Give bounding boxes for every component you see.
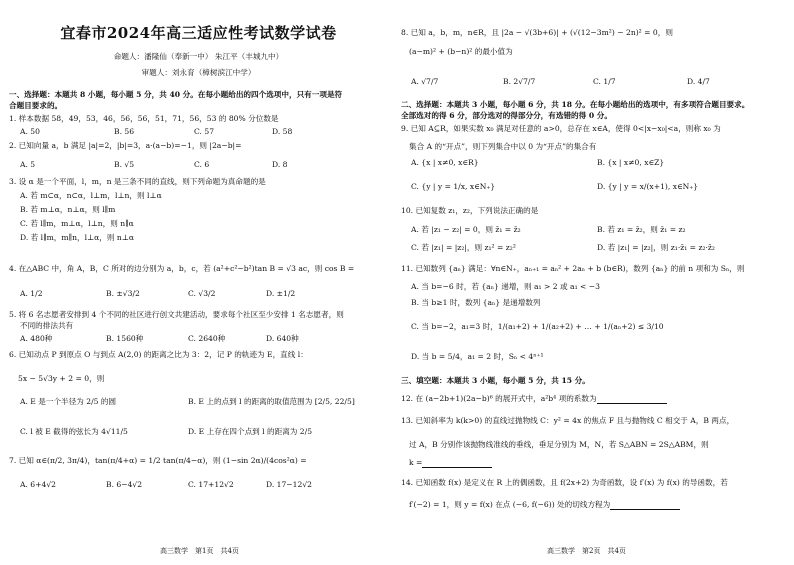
page-2 bbox=[397, 0, 794, 565]
q9-option-c: C. {y | y = 1/x, x∈N₊} bbox=[411, 182, 496, 191]
question-5-cont: 不同的排法共有 bbox=[20, 321, 74, 330]
q10-option-b: B. 若 z₁ = z̄₂，则 z̄₁ = z₂ bbox=[597, 225, 686, 234]
q7-option-a: A. 6+4√2 bbox=[20, 480, 57, 489]
q4-option-a: A. 1/2 bbox=[20, 289, 43, 298]
q9-option-d: D. {y | y = x/(x+1), x∈N₊} bbox=[597, 182, 699, 191]
question-9-cont: 集合 A 的“开点”，则下列集合中以 0 为“开点”的集合有 bbox=[409, 142, 597, 151]
question-12-text: 12. 在 (a−2b+1)(2a−b)⁶ 的展开式中，a²b⁴ 项的系数为 bbox=[401, 394, 597, 403]
question-3: 3. 设 α 是一个平面，l，m，n 是三条不同的直线，则下列命题为真命题的是 bbox=[9, 177, 266, 186]
question-2: 2. 已知向量 a，b 满足 |a|=2，|b|=3，a·(a−b)=−1，则 |2a−b|= bbox=[9, 141, 242, 150]
q7-option-b: B. 6−4√2 bbox=[106, 480, 143, 489]
q3-option-d: D. 若 l∥m，m∥n，l⊥α，则 n⊥α bbox=[20, 233, 135, 242]
q4-option-c: C. √3/2 bbox=[188, 289, 216, 298]
q2-option-d: D. 8 bbox=[272, 160, 288, 169]
page-1-footer: 高三数学 第1页 共4页 bbox=[160, 547, 239, 555]
q2-option-c: C. 6 bbox=[194, 160, 210, 169]
reviewer-line: 审题人：刘永育（樟树滨江中学） bbox=[141, 68, 256, 77]
section-2-heading-cont: 全部选对的得 6 分，部分选对的得部分分，有选错的得 0 分。 bbox=[401, 111, 612, 120]
q8-option-d: D. 4/7 bbox=[687, 77, 710, 86]
q10-option-d: D. 若 |z₁| = |z₂|，则 z₁·z̄₁ = z₂·z̄₂ bbox=[597, 243, 715, 252]
section-1-heading: 一、选择题：本题共 8 小题，每小题 5 分，共 40 分。在每小题给出的四个选项中，只有一项是符 bbox=[9, 90, 343, 99]
q14-answer-blank[interactable] bbox=[610, 501, 680, 510]
q10-option-a: A. 若 |z₁ − z₂| = 0，则 z̄₁ = z̄₂ bbox=[411, 225, 521, 234]
question-14-cont-text: f′(−2) = 1，则 y = f(x) 在点 (−6, f(−6)) 处的切线方程为 bbox=[409, 500, 611, 509]
q3-option-a: A. 若 m⊂α，n⊂α，l⊥m，l⊥n，则 l⊥α bbox=[20, 191, 162, 200]
q11-option-c: C. 当 b=−2，a₁=3 时，1/(a₁+2) + 1/(a₂+2) + … + 1/(aₙ+2) ≤ 3/10 bbox=[411, 322, 664, 331]
q12-answer-blank[interactable] bbox=[597, 395, 667, 404]
q3-option-c: C. 若 l∥m，m⊥α，l⊥n，则 n∥α bbox=[20, 219, 134, 228]
q5-option-d: D. 640种 bbox=[266, 334, 299, 343]
q7-option-d: D. 17−12√2 bbox=[266, 480, 313, 489]
q6-option-b: B. E 上的点到 l 的距离的取值范围为 [2/5, 22/5] bbox=[188, 397, 355, 406]
question-14-cont bbox=[409, 500, 680, 510]
q8-option-c: C. 1/7 bbox=[593, 77, 616, 86]
q13-answer-blank[interactable] bbox=[422, 459, 492, 468]
q11-option-d: D. 当 b = 5/4，a₁ = 2 时，Sₙ < 4ⁿ⁺¹ bbox=[411, 352, 544, 361]
question-7: 7. 已知 α∈(π/2, 3π/4)，tan(π/4+α) = 1/2 tan(π/4−α)，则 (1−sin 2α)/(4cos²α) = bbox=[9, 456, 307, 465]
q3-option-b: B. 若 m⊥α，n⊥α，则 l∥m bbox=[20, 205, 116, 214]
question-13-cont: 过 A，B 分别作该抛物线准线的垂线，垂足分别为 M，N，若 S△ABN = 2S△ABM，则 bbox=[409, 440, 709, 449]
section-3-heading: 三、填空题：本题共 3 小题，每小题 5 分，共 15 分。 bbox=[401, 376, 590, 385]
q1-option-b: B. 56 bbox=[114, 127, 135, 136]
question-8: 8. 已知 a，b，m，n∈R，且 |2a − √(3b+6)| + (√(12−3m²) − 2n)² = 0，则 bbox=[401, 28, 673, 37]
q5-option-a: A. 480种 bbox=[20, 334, 53, 343]
q9-option-a: A. {x | x≠0, x∈R} bbox=[411, 158, 479, 167]
question-11: 11. 已知数列 {aₙ} 满足：∀n∈N₊，aₙ₊₁ = aₙ² + 2aₙ + b (b∈R)，数列 {aₙ} 的前 n 项和为 Sₙ，则 bbox=[401, 264, 745, 273]
exam-title: 宜春市2024年高三适应性考试数学试卷 bbox=[60, 24, 337, 42]
q4-option-d: D. ±1/2 bbox=[266, 289, 296, 298]
q4-option-b: B. ±√3/2 bbox=[106, 289, 140, 298]
q1-option-d: D. 58 bbox=[272, 127, 293, 136]
question-9: 9. 已知 A⊆R，如果实数 x₀ 满足对任意的 a>0，总存在 x∈A，使得 0<|x−x₀|<a，则称 x₀ 为 bbox=[401, 124, 721, 133]
q11-option-b: B. 当 b≥1 时，数列 {aₙ} 是递增数列 bbox=[411, 298, 541, 307]
question-6-cont: 5x − 5√3y + 2 = 0，则 bbox=[18, 374, 105, 383]
q7-option-c: C. 17+12√2 bbox=[188, 480, 234, 489]
question-1: 1. 样本数据 58，49，53，46，56，56，51，71，56，53 的 80% 分位数是 bbox=[9, 114, 279, 123]
section-2-heading: 二、选择题：本题共 3 小题，每小题 6 分，共 18 分。在每小题给出的选项中，有多项符合题目要求。 bbox=[401, 100, 750, 109]
authors-line: 命题人：潘隆仙（奉新一中） 朱江平（丰城九中） bbox=[113, 52, 284, 61]
q5-option-b: B. 1560种 bbox=[106, 334, 144, 343]
question-13-answer-label: k = bbox=[409, 458, 423, 467]
question-10: 10. 已知复数 z₁，z₂，下列说法正确的是 bbox=[401, 206, 539, 215]
q6-option-c: C. l 被 E 截得的弦长为 4√11/5 bbox=[20, 427, 128, 436]
q6-option-d: D. E 上存在四个点到 l 的距离为 2/5 bbox=[188, 427, 313, 436]
q10-option-c: C. 若 |z₁| = |z₂|，则 z₁² = z₂² bbox=[411, 243, 516, 252]
question-13: 13. 已知斜率为 k(k>0) 的直线过抛物线 C：y² = 4x 的焦点 F 且与抛物线 C 相交于 A，B 两点， bbox=[401, 416, 735, 425]
question-12 bbox=[401, 394, 667, 404]
question-8-cont: (a−m)² + (b−n)² 的最小值为 bbox=[409, 47, 513, 56]
q2-option-a: A. 5 bbox=[20, 160, 36, 169]
q1-option-a: A. 50 bbox=[20, 127, 40, 136]
question-14: 14. 已知函数 f(x) 是定义在 R 上的偶函数，且 f(2x+2) 为奇函数，设 f′(x) 为 f(x) 的导函数，若 bbox=[401, 478, 728, 487]
question-4: 4. 在△ABC 中，角 A，B，C 所对的边分别为 a，b，c，若 (a²+c²−b²)tan B = √3 ac，则 cos B = bbox=[9, 264, 355, 273]
question-5: 5. 将 6 名志愿者安排到 4 个不同的社区进行创文共建活动，要求每个社区至少安排 1 名志愿者，则 bbox=[9, 310, 344, 319]
q8-option-a: A. √7/7 bbox=[411, 77, 439, 86]
q9-option-b: B. {x | x≠0, x∈Z} bbox=[597, 158, 665, 167]
q11-option-a: A. 当 b=−6 时，若 {aₙ} 递增，则 a₁ > 2 或 a₁ < −3 bbox=[411, 282, 600, 291]
page-2-footer: 高三数学 第2页 共4页 bbox=[547, 547, 626, 555]
question-13-answer-line bbox=[409, 458, 492, 468]
q8-option-b: B. 2√7/7 bbox=[503, 77, 536, 86]
q5-option-c: C. 2640种 bbox=[188, 334, 226, 343]
section-1-heading-cont: 合题目要求的。 bbox=[9, 101, 63, 110]
q6-option-a: A. E 是一个半径为 2/5 的圆 bbox=[20, 397, 117, 406]
q2-option-b: B. √5 bbox=[114, 160, 135, 169]
question-6: 6. 已知动点 P 到原点 O 与到点 A(2,0) 的距离之比为 3：2，记 P 的轨迹为 E，直线 l： bbox=[9, 350, 308, 359]
q1-option-c: C. 57 bbox=[194, 127, 215, 136]
